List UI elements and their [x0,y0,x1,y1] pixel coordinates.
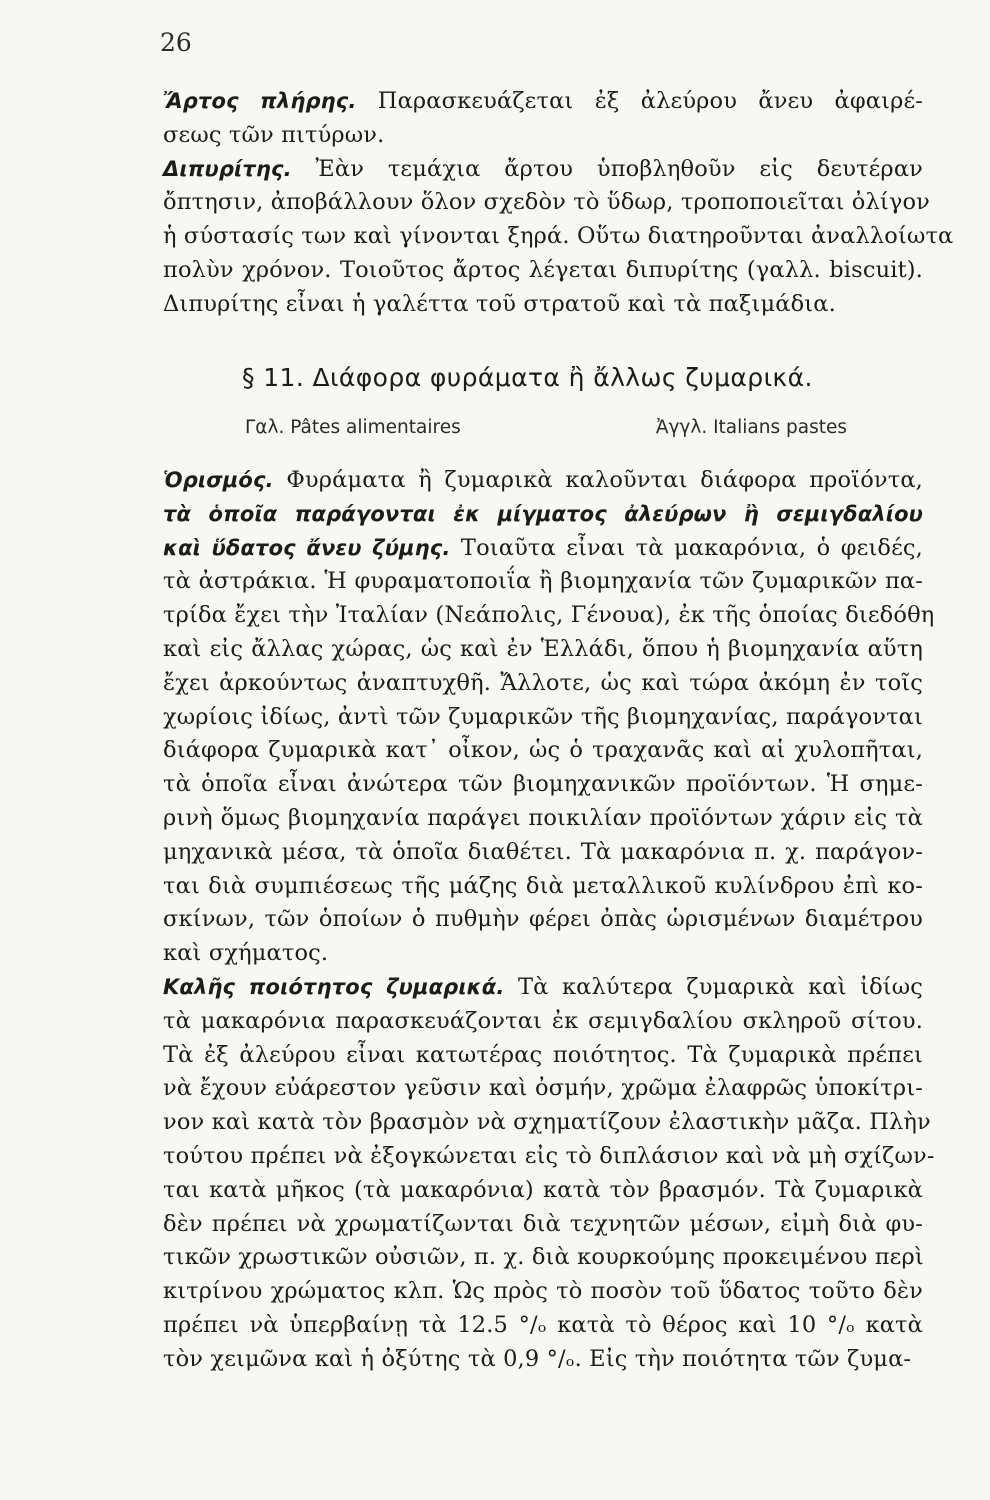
line-text: ὄπτησιν, ἀποβάλλουν ὅλον σχεδὸν τὸ ὕδωρ, τροποποιεῖται ὀλίγον [163,189,930,216]
text-line [163,119,923,153]
text-line [163,565,923,599]
line-text: τικῶν χρωστικῶν οὐσιῶν, π. χ. διὰ κουρκούμης προκειμένου περὶ [163,1244,924,1271]
text-line [163,701,923,735]
emphasized-term: τὰ ὁποῖα παράγονται ἐκ μίγματος ἀλεύρων ἢ σεμιγδαλίου [163,501,923,526]
emphasized-term: Ἄρτος πλήρης. [163,89,357,113]
line-text: χωρίοις ἰδίως, ἀντὶ τῶν ζυμαρικῶν τῆς βιομηχανίας, παράγονται [163,703,923,730]
text-line [163,937,923,971]
text-line [163,1208,923,1242]
line-text: ται κατὰ μῆκος (τὰ μακαρόνια) κατὰ τὸν βρασμόν. Τὰ ζυμαρικὰ [163,1176,923,1203]
line-text: νον καὶ κατὰ τὸν βρασμὸν νὰ σχηματίζουν ἐλαστικὴν μᾶζα. Πλὴν [163,1109,931,1136]
line-text: ἡ σύστασίς των καὶ γίνονται ξηρά. Οὕτω διατηροῦνται ἀναλλοίωτα [163,223,954,250]
line-text: τὰ ὁποῖα εἶναι ἀνώτερα τῶν βιομηχανικῶν προϊόντων. Ἡ σημε- [163,771,923,798]
line-text: δὲν πρέπει νὰ χρωματίζωνται διὰ τεχνητῶν μέσων, εἰμὴ διὰ φυ- [163,1210,923,1237]
emphasized-term: Ὁρισμός. [163,468,274,492]
text-line [163,802,923,836]
text-line [163,532,923,566]
line-text: ται διὰ συμπιέσεως τῆς μάζης διὰ μεταλλικοῦ κυλίνδρου ἐπὶ κο- [163,872,923,899]
text-line [163,633,923,667]
text-line [163,599,935,633]
text-line [163,870,923,904]
line-text: Ἐὰν τεμάχια ἄρτου ὑποβληθοῦν εἰς δευτέραν [291,155,923,182]
line-text: Παρασκευάζεται ἐξ ἀλεύρου ἄνευ ἀφαιρέ- [356,88,924,114]
line-text: πολὺν χρόνον. Τοιοῦτος ἄρτος λέγεται διπυρίτης (γαλλ. biscuit). [163,256,923,283]
emphasized-term: καὶ ὕδατος ἄνευ ζύμης. [163,535,451,560]
line-text: τρίδα ἔχει τὴν Ἰταλίαν (Νεάπολις, Γένουα), ἐκ τῆς ὁποίας διεδόθη [163,602,935,629]
line-text: καὶ σχήματος. [163,940,329,967]
paragraph-bread [163,85,954,322]
line-text: Τὰ καλύτερα ζυμαρικὰ καὶ ἰδίως [504,973,924,1000]
text-line [163,464,923,498]
text-line [163,254,923,288]
section-heading: § 11. Διάφορα φυράματα ἢ ἄλλως ζυμαρικά. [242,363,813,392]
line-text: τούτου πρέπει νὰ ἐξογκώνεται εἰς τὸ διπλάσιον καὶ νὰ μὴ σχίζων- [163,1142,935,1169]
line-text: κιτρίνου χρώματος κλπ. Ὡς πρὸς τὸ ποσὸν τοῦ ὕδατος τοῦτο δὲν [163,1278,923,1305]
text-line [163,288,923,322]
text-line [163,1343,923,1377]
text-line [163,768,923,802]
line-text: τὸν χειμῶνα καὶ ἡ ὀξύτης τὰ 0,9 °/ₒ. Εἰς τὴν ποιότητα τῶν ζυμα- [163,1345,912,1372]
emphasized-term: Καλῆς ποιότητος ζυμαρικά. [163,974,505,999]
line-text: Τοιαῦτα εἶναι τὰ μακαρόνια, ὁ φειδές, [450,534,923,561]
text-line [163,971,923,1005]
line-text: τὰ μακαρόνια παρασκευάζονται ἐκ σεμιγδαλίου σκληροῦ σίτου. [163,1007,923,1034]
text-line [163,903,923,937]
text-line [163,1140,935,1174]
text-line [163,498,923,532]
text-line [163,1039,923,1073]
line-text: διάφορα ζυμαρικὰ κατ᾿ οἶκον, ὡς ὁ τραχανᾶς καὶ αἱ χυλοπῆται, [163,737,923,764]
line-text: Τὰ ἐξ ἀλεύρου εἶναι κατωτέρας ποιότητος. Τὰ ζυμαρικὰ πρέπει [163,1041,923,1068]
text-line [163,734,923,768]
line-text: νὰ ἔχουν εὐάρεστον γεῦσιν καὶ ὀσμήν, χρῶμα ἐλαφρῶς ὑποκίτρι- [163,1075,923,1102]
text-line [163,1005,923,1039]
section-translations [245,417,847,438]
line-text: Διπυρίτης εἶναι ἡ γαλέττα τοῦ στρατοῦ καὶ τὰ παξιμάδια. [163,290,836,317]
paragraph-pastes [163,464,935,1377]
emphasized-term: Διπυρίτης. [163,156,292,181]
text-line [163,836,923,870]
text-line [163,1072,923,1106]
line-text: ρινὴ ὅμως βιομηχανία παράγει ποικιλίαν προϊόντων χάριν εἰς τὰ [163,804,923,831]
text-line [163,667,923,701]
text-line [163,1241,923,1275]
line-text: Φυράματα ἢ ζυμαρικὰ καλοῦνται διάφορα προϊόντα, [273,467,923,493]
line-text: σκίνων, τῶν ὁποίων ὁ πυθμὴν φέρει ὀπὰς ὡρισμένων διαμέτρου [163,906,923,933]
text-line [163,1174,923,1208]
text-line [163,1275,923,1309]
line-text: καὶ εἰς ἄλλας χώρας, ὡς καὶ ἐν Ἑλλάδι, ὅπου ἡ βιομηχανία αὕτη [163,635,923,662]
text-line [163,153,923,187]
line-text: πρέπει νὰ ὑπερβαίνῃ τὰ 12.5 °/ₒ κατὰ τὸ θέρος καὶ 10 °/ₒ κατὰ [163,1311,923,1338]
text-line [163,186,930,220]
french-term: Γαλ. Pâtes alimentaires [245,417,461,438]
text-line [163,220,954,254]
text-line [163,1309,923,1343]
line-text: ἔχει ἀρκούντως ἀναπτυχθῆ. Ἄλλοτε, ὡς καὶ τώρα ἀκόμη ἐν τοῖς [163,669,923,696]
page-number: 26 [160,28,192,57]
line-text: μηχανικὰ μέσα, τὰ ὁποῖα διαθέτει. Τὰ μακαρόνια π. χ. παράγον- [163,838,923,865]
english-term: Ἀγγλ. Italians pastes [655,417,847,438]
line-text: τὰ ἀστράκια. Ἡ φυραματοποιΐα ἢ βιομηχανία τῶν ζυμαρικῶν πα- [163,568,923,595]
text-line [163,1106,931,1140]
text-line [163,85,923,119]
line-text: σεως τῶν πιτύρων. [163,121,385,148]
